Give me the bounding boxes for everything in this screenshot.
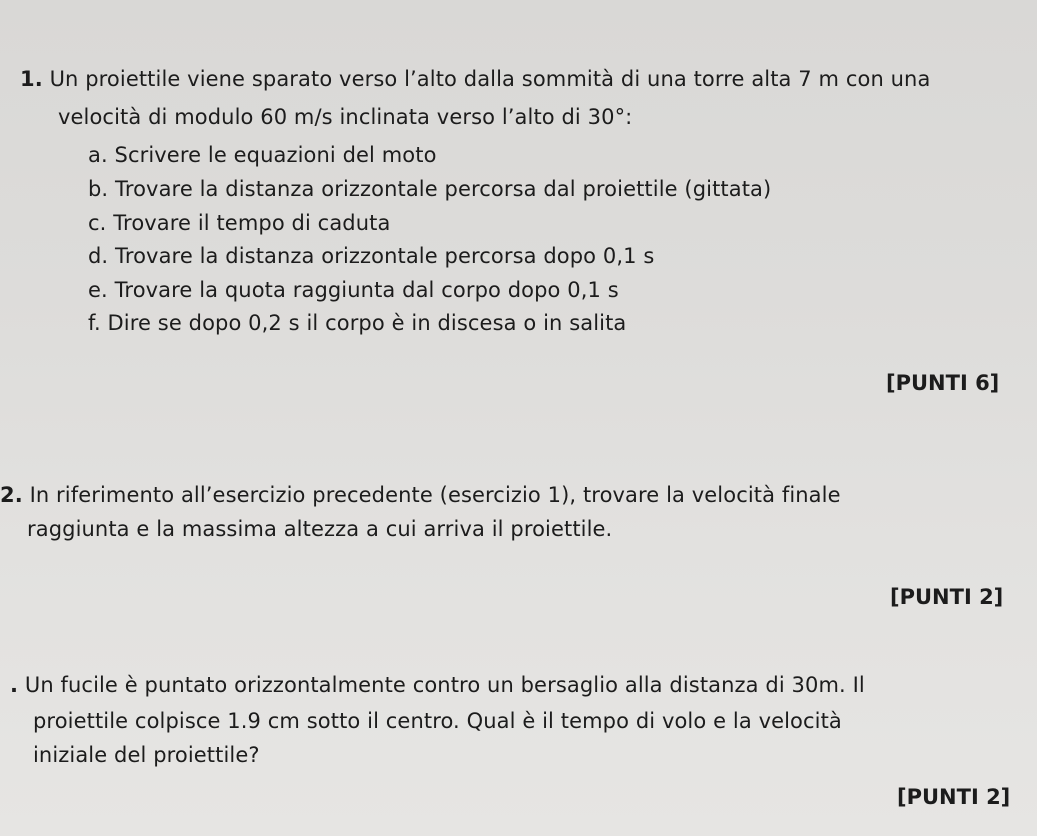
question-2-text-2: raggiunta e la massima altezza a cui arriva il proiettile. xyxy=(27,517,613,541)
question-1-text-2: velocità di modulo 60 m/s inclinata verso l’alto di 30°: xyxy=(58,105,633,129)
item-text: Scrivere le equazioni del moto xyxy=(114,143,437,167)
question-1-points: [PUNTI 6] xyxy=(886,371,1000,395)
item-marker: a. xyxy=(88,143,108,167)
question-1-item-e xyxy=(88,277,619,303)
question-1-item-c xyxy=(88,210,390,236)
question-3-text-1: Un fucile è puntato orizzontalmente contro un bersaglio alla distanza di 30m. Il xyxy=(24,673,865,697)
item-text: Trovare la distanza orizzontale percorsa dopo 0,1 s xyxy=(115,244,655,268)
item-text: Dire se dopo 0,2 s il corpo è in discesa o in salita xyxy=(107,311,627,335)
question-2-number: 2. xyxy=(0,483,23,507)
question-2-line-1 xyxy=(0,482,841,508)
item-text: Trovare il tempo di caduta xyxy=(113,211,391,235)
question-1-text-1: Un proiettile viene sparato verso l’alto dalla sommità di una torre alta 7 m con una xyxy=(49,67,931,91)
question-1-item-f xyxy=(88,310,626,336)
question-3-number: . xyxy=(10,673,19,697)
item-marker: d. xyxy=(88,244,109,268)
question-2-text-1: In riferimento all’esercizio precedente (esercizio 1), trovare la velocità finale xyxy=(29,483,841,507)
item-text: Trovare la distanza orizzontale percorsa dal proiettile (gittata) xyxy=(115,177,772,201)
item-marker: c. xyxy=(88,211,107,235)
question-1-item-d xyxy=(88,243,654,269)
question-1-number: 1. xyxy=(20,67,43,91)
question-3-line-1 xyxy=(10,672,865,698)
question-1-item-b xyxy=(88,176,771,202)
question-1-item-a xyxy=(88,142,437,168)
question-3-points: [PUNTI 2] xyxy=(897,785,1011,809)
item-marker: b. xyxy=(88,177,109,201)
item-marker: e. xyxy=(88,278,108,302)
item-marker: f. xyxy=(88,311,101,335)
item-text: Trovare la quota raggiunta dal corpo dopo 0,1 s xyxy=(114,278,619,302)
question-3-text-2: proiettile colpisce 1.9 cm sotto il centro. Qual è il tempo di volo e la velocità xyxy=(33,709,842,733)
question-1-line-1 xyxy=(20,66,930,92)
question-2-points: [PUNTI 2] xyxy=(890,585,1004,609)
question-3-text-3: iniziale del proiettile? xyxy=(33,743,260,767)
